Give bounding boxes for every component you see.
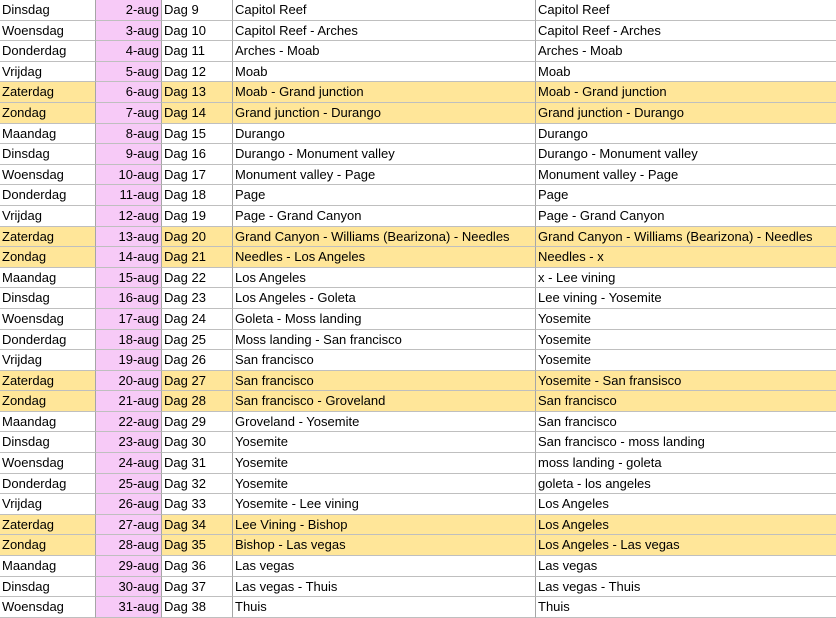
- cell-weekday[interactable]: Dinsdag: [0, 288, 96, 309]
- cell-date[interactable]: 18-aug: [96, 330, 162, 351]
- cell-weekday[interactable]: Donderdag: [0, 330, 96, 351]
- cell-day-number[interactable]: Dag 23: [162, 288, 233, 309]
- cell-route-plan-a[interactable]: Bishop - Las vegas: [233, 535, 536, 556]
- cell-date[interactable]: 6-aug: [96, 82, 162, 103]
- cell-day-number[interactable]: Dag 29: [162, 412, 233, 433]
- cell-date[interactable]: 5-aug: [96, 62, 162, 83]
- cell-date[interactable]: 27-aug: [96, 515, 162, 536]
- cell-date[interactable]: 13-aug: [96, 227, 162, 248]
- cell-route-plan-b[interactable]: San francisco: [536, 391, 836, 412]
- cell-day-number[interactable]: Dag 15: [162, 124, 233, 145]
- cell-date[interactable]: 20-aug: [96, 371, 162, 392]
- cell-route-plan-b[interactable]: goleta - los angeles: [536, 474, 836, 495]
- cell-weekday[interactable]: Vrijdag: [0, 206, 96, 227]
- cell-weekday[interactable]: Zaterdag: [0, 515, 96, 536]
- cell-route-plan-b[interactable]: Page - Grand Canyon: [536, 206, 836, 227]
- cell-day-number[interactable]: Dag 33: [162, 494, 233, 515]
- cell-weekday[interactable]: Dinsdag: [0, 432, 96, 453]
- cell-route-plan-a[interactable]: Grand junction - Durango: [233, 103, 536, 124]
- cell-weekday[interactable]: Zondag: [0, 391, 96, 412]
- cell-route-plan-b[interactable]: Las vegas: [536, 556, 836, 577]
- cell-weekday[interactable]: Dinsdag: [0, 577, 96, 598]
- cell-date[interactable]: 3-aug: [96, 21, 162, 42]
- cell-date[interactable]: 17-aug: [96, 309, 162, 330]
- cell-day-number[interactable]: Dag 22: [162, 268, 233, 289]
- cell-route-plan-b[interactable]: Yosemite: [536, 309, 836, 330]
- cell-date[interactable]: 10-aug: [96, 165, 162, 186]
- cell-route-plan-a[interactable]: Yosemite: [233, 432, 536, 453]
- cell-route-plan-a[interactable]: Monument valley - Page: [233, 165, 536, 186]
- cell-day-number[interactable]: Dag 25: [162, 330, 233, 351]
- cell-weekday[interactable]: Woensdag: [0, 597, 96, 618]
- cell-route-plan-b[interactable]: Los Angeles: [536, 494, 836, 515]
- cell-route-plan-b[interactable]: Capitol Reef - Arches: [536, 21, 836, 42]
- cell-route-plan-b[interactable]: Grand junction - Durango: [536, 103, 836, 124]
- cell-day-number[interactable]: Dag 27: [162, 371, 233, 392]
- cell-date[interactable]: 15-aug: [96, 268, 162, 289]
- cell-route-plan-a[interactable]: Lee Vining - Bishop: [233, 515, 536, 536]
- cell-day-number[interactable]: Dag 35: [162, 535, 233, 556]
- cell-route-plan-b[interactable]: Moab - Grand junction: [536, 82, 836, 103]
- cell-weekday[interactable]: Woensdag: [0, 453, 96, 474]
- cell-day-number[interactable]: Dag 21: [162, 247, 233, 268]
- cell-date[interactable]: 22-aug: [96, 412, 162, 433]
- cell-day-number[interactable]: Dag 38: [162, 597, 233, 618]
- cell-route-plan-a[interactable]: Moab: [233, 62, 536, 83]
- cell-date[interactable]: 24-aug: [96, 453, 162, 474]
- cell-route-plan-a[interactable]: Las vegas: [233, 556, 536, 577]
- cell-route-plan-a[interactable]: Moab - Grand junction: [233, 82, 536, 103]
- cell-date[interactable]: 26-aug: [96, 494, 162, 515]
- cell-weekday[interactable]: Donderdag: [0, 185, 96, 206]
- cell-route-plan-b[interactable]: Yosemite: [536, 330, 836, 351]
- cell-route-plan-b[interactable]: Grand Canyon - Williams (Bearizona) - Needles: [536, 227, 836, 248]
- cell-day-number[interactable]: Dag 16: [162, 144, 233, 165]
- cell-route-plan-a[interactable]: Needles - Los Angeles: [233, 247, 536, 268]
- cell-date[interactable]: 11-aug: [96, 185, 162, 206]
- cell-route-plan-a[interactable]: Page - Grand Canyon: [233, 206, 536, 227]
- cell-route-plan-a[interactable]: Goleta - Moss landing: [233, 309, 536, 330]
- cell-route-plan-a[interactable]: Las vegas - Thuis: [233, 577, 536, 598]
- cell-day-number[interactable]: Dag 19: [162, 206, 233, 227]
- cell-day-number[interactable]: Dag 13: [162, 82, 233, 103]
- cell-route-plan-b[interactable]: Yosemite - San fransisco: [536, 371, 836, 392]
- cell-route-plan-b[interactable]: Las vegas - Thuis: [536, 577, 836, 598]
- cell-date[interactable]: 12-aug: [96, 206, 162, 227]
- cell-weekday[interactable]: Zaterdag: [0, 82, 96, 103]
- cell-day-number[interactable]: Dag 36: [162, 556, 233, 577]
- cell-route-plan-b[interactable]: Lee vining - Yosemite: [536, 288, 836, 309]
- cell-route-plan-a[interactable]: Yosemite: [233, 474, 536, 495]
- cell-date[interactable]: 7-aug: [96, 103, 162, 124]
- cell-day-number[interactable]: Dag 14: [162, 103, 233, 124]
- cell-day-number[interactable]: Dag 32: [162, 474, 233, 495]
- cell-route-plan-b[interactable]: Durango: [536, 124, 836, 145]
- cell-route-plan-a[interactable]: Capitol Reef - Arches: [233, 21, 536, 42]
- cell-weekday[interactable]: Woensdag: [0, 309, 96, 330]
- cell-route-plan-b[interactable]: Needles - x: [536, 247, 836, 268]
- cell-date[interactable]: 30-aug: [96, 577, 162, 598]
- cell-date[interactable]: 2-aug: [96, 0, 162, 21]
- cell-weekday[interactable]: Woensdag: [0, 165, 96, 186]
- cell-weekday[interactable]: Zondag: [0, 535, 96, 556]
- cell-route-plan-b[interactable]: Arches - Moab: [536, 41, 836, 62]
- cell-route-plan-b[interactable]: Durango - Monument valley: [536, 144, 836, 165]
- cell-day-number[interactable]: Dag 24: [162, 309, 233, 330]
- cell-weekday[interactable]: Dinsdag: [0, 0, 96, 21]
- cell-route-plan-a[interactable]: Capitol Reef: [233, 0, 536, 21]
- cell-day-number[interactable]: Dag 17: [162, 165, 233, 186]
- cell-route-plan-b[interactable]: Los Angeles - Las vegas: [536, 535, 836, 556]
- cell-route-plan-a[interactable]: Yosemite - Lee vining: [233, 494, 536, 515]
- cell-route-plan-b[interactable]: x - Lee vining: [536, 268, 836, 289]
- cell-day-number[interactable]: Dag 11: [162, 41, 233, 62]
- cell-route-plan-a[interactable]: Thuis: [233, 597, 536, 618]
- cell-weekday[interactable]: Donderdag: [0, 41, 96, 62]
- cell-route-plan-a[interactable]: Los Angeles - Goleta: [233, 288, 536, 309]
- cell-weekday[interactable]: Woensdag: [0, 21, 96, 42]
- cell-day-number[interactable]: Dag 9: [162, 0, 233, 21]
- cell-route-plan-b[interactable]: moss landing - goleta: [536, 453, 836, 474]
- cell-weekday[interactable]: Maandag: [0, 556, 96, 577]
- cell-date[interactable]: 31-aug: [96, 597, 162, 618]
- cell-route-plan-b[interactable]: San francisco - moss landing: [536, 432, 836, 453]
- cell-route-plan-a[interactable]: Los Angeles: [233, 268, 536, 289]
- cell-route-plan-b[interactable]: Capitol Reef: [536, 0, 836, 21]
- cell-date[interactable]: 14-aug: [96, 247, 162, 268]
- cell-weekday[interactable]: Zaterdag: [0, 227, 96, 248]
- cell-day-number[interactable]: Dag 37: [162, 577, 233, 598]
- cell-route-plan-a[interactable]: Yosemite: [233, 453, 536, 474]
- cell-date[interactable]: 25-aug: [96, 474, 162, 495]
- cell-day-number[interactable]: Dag 12: [162, 62, 233, 83]
- cell-route-plan-a[interactable]: Page: [233, 185, 536, 206]
- cell-weekday[interactable]: Donderdag: [0, 474, 96, 495]
- cell-route-plan-a[interactable]: San francisco: [233, 371, 536, 392]
- cell-weekday[interactable]: Maandag: [0, 124, 96, 145]
- cell-day-number[interactable]: Dag 28: [162, 391, 233, 412]
- cell-route-plan-b[interactable]: San francisco: [536, 412, 836, 433]
- cell-date[interactable]: 9-aug: [96, 144, 162, 165]
- cell-date[interactable]: 21-aug: [96, 391, 162, 412]
- cell-weekday[interactable]: Dinsdag: [0, 144, 96, 165]
- cell-route-plan-a[interactable]: Durango: [233, 124, 536, 145]
- cell-date[interactable]: 28-aug: [96, 535, 162, 556]
- cell-day-number[interactable]: Dag 30: [162, 432, 233, 453]
- cell-day-number[interactable]: Dag 10: [162, 21, 233, 42]
- cell-day-number[interactable]: Dag 26: [162, 350, 233, 371]
- cell-date[interactable]: 19-aug: [96, 350, 162, 371]
- cell-weekday[interactable]: Maandag: [0, 412, 96, 433]
- cell-weekday[interactable]: Zaterdag: [0, 371, 96, 392]
- cell-route-plan-b[interactable]: Yosemite: [536, 350, 836, 371]
- cell-weekday[interactable]: Zondag: [0, 103, 96, 124]
- cell-weekday[interactable]: Zondag: [0, 247, 96, 268]
- cell-date[interactable]: 4-aug: [96, 41, 162, 62]
- cell-weekday[interactable]: Vrijdag: [0, 494, 96, 515]
- cell-weekday[interactable]: Vrijdag: [0, 350, 96, 371]
- cell-route-plan-a[interactable]: Arches - Moab: [233, 41, 536, 62]
- cell-date[interactable]: 29-aug: [96, 556, 162, 577]
- cell-route-plan-b[interactable]: Monument valley - Page: [536, 165, 836, 186]
- cell-day-number[interactable]: Dag 34: [162, 515, 233, 536]
- cell-route-plan-a[interactable]: Durango - Monument valley: [233, 144, 536, 165]
- cell-route-plan-b[interactable]: Thuis: [536, 597, 836, 618]
- cell-day-number[interactable]: Dag 20: [162, 227, 233, 248]
- cell-day-number[interactable]: Dag 31: [162, 453, 233, 474]
- cell-route-plan-a[interactable]: Moss landing - San francisco: [233, 330, 536, 351]
- cell-route-plan-b[interactable]: Page: [536, 185, 836, 206]
- cell-date[interactable]: 8-aug: [96, 124, 162, 145]
- cell-day-number[interactable]: Dag 18: [162, 185, 233, 206]
- cell-date[interactable]: 23-aug: [96, 432, 162, 453]
- cell-route-plan-b[interactable]: Moab: [536, 62, 836, 83]
- cell-route-plan-b[interactable]: Los Angeles: [536, 515, 836, 536]
- cell-route-plan-a[interactable]: San francisco - Groveland: [233, 391, 536, 412]
- cell-weekday[interactable]: Maandag: [0, 268, 96, 289]
- cell-route-plan-a[interactable]: Grand Canyon - Williams (Bearizona) - Needles: [233, 227, 536, 248]
- cell-weekday[interactable]: Vrijdag: [0, 62, 96, 83]
- cell-route-plan-a[interactable]: San francisco: [233, 350, 536, 371]
- cell-date[interactable]: 16-aug: [96, 288, 162, 309]
- cell-route-plan-a[interactable]: Groveland - Yosemite: [233, 412, 536, 433]
